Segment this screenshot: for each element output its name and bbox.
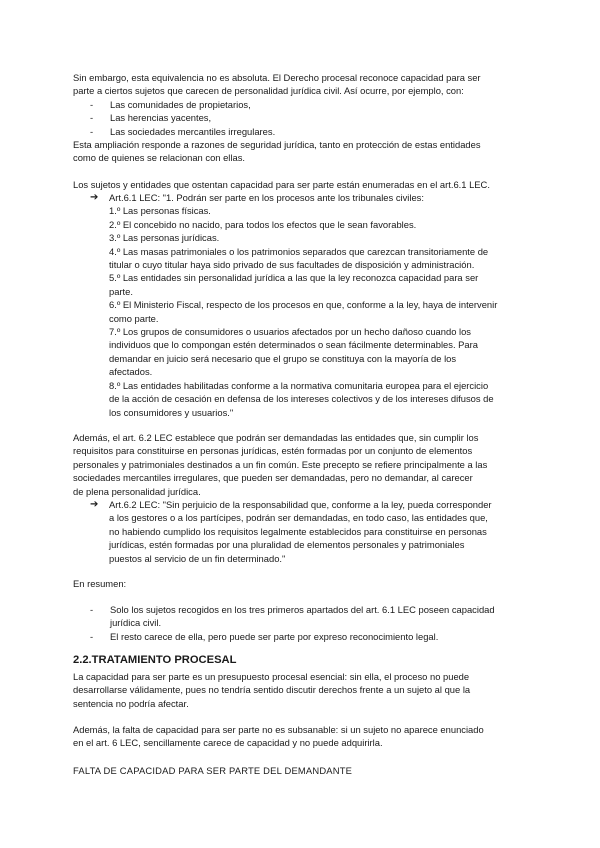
text-line: sentencia no podría afectar. xyxy=(73,697,189,709)
text-line: Además, el art. 6.2 LEC establece que podrán ser demandadas las entidades que, sin cumplir los xyxy=(73,432,479,443)
text-line: Art.6.2 LEC: "Sin perjuicio de la responsabilidad que, conforme a la ley, pueda corresponder xyxy=(109,499,492,510)
text-line: La capacidad para ser parte es un presupuesto procesal esencial: sin ella, el proceso no puede xyxy=(73,671,470,682)
text-line: jurídicas, estén formadas por una pluralidad de elementos personales y patrimoniales xyxy=(109,539,465,551)
intro-paragraph-2 xyxy=(73,138,533,165)
arrow-right-icon: ➔ xyxy=(90,499,99,510)
text-line: desarrollarse válidamente, pues no tendría sentido discutir derechos frente a un sujeto al que la xyxy=(73,684,471,696)
text-line: 8.º Las entidades habilitadas conforme a la normativa comunitaria europea para el ejercicio xyxy=(109,379,489,391)
text-line: de la acción de cesación en defensa de los intereses colectivos y de los intereses difusos de xyxy=(109,393,494,405)
text-line: demandar en juicio será necesario que el grupo se constituya con la mayoría de los xyxy=(109,352,457,364)
text-line: parte. xyxy=(109,285,133,297)
section-title: 2.2.TRATAMIENTO PROCESAL xyxy=(73,654,237,666)
bullet-item-continuation: jurídica civil. xyxy=(110,617,162,629)
art61-quote xyxy=(73,191,533,419)
section-subheading xyxy=(73,764,533,777)
quote-first-line xyxy=(73,191,533,204)
art62-lead xyxy=(73,431,533,498)
intro-paragraph xyxy=(73,71,533,98)
intro-bullet-list xyxy=(73,98,533,138)
text-line: 2.º El concebido no nacido, para todos los efectos que le sean favorables. xyxy=(109,218,417,230)
text-line: personales y patrimoniales destinados a un fin común. Este precepto se refiere principalmente a las xyxy=(73,458,488,470)
text-line: Esta ampliación responde a razones de seguridad jurídica, tanto en protección de estas entidades xyxy=(73,139,481,150)
arrow-right-icon: ➔ xyxy=(90,192,99,203)
text-line: puestos al servicio de un fin determinado." xyxy=(109,552,286,564)
text-line: de plena personalidad jurídica. xyxy=(73,485,201,497)
text-line: como de quienes se relacionan con ellas. xyxy=(73,152,245,164)
text-line: individuos que lo compongan estén determinados o sean fácilmente determinables. Para xyxy=(109,339,478,351)
summary-list xyxy=(73,603,533,643)
text-line: afectados. xyxy=(109,366,153,378)
text-line: 7.º Los grupos de consumidores o usuarios afectados por un hecho dañoso cuando los xyxy=(109,326,471,338)
bullet-item: - Solo los sujetos recogidos en los tres primeros apartados del art. 6.1 LEC poseen capacidad xyxy=(73,603,533,616)
bullet-item: - Las sociedades mercantiles irregulares. xyxy=(73,125,533,138)
text-line: Art.6.1 LEC: "1. Podrán ser parte en los procesos ante los tribunales civiles: xyxy=(109,192,424,203)
section-paragraph-1 xyxy=(73,670,533,710)
text-line: 1.º Las personas físicas. xyxy=(109,205,211,217)
text-line: a los gestores o a los partícipes, podrán ser demandadas, en todo caso, las entidades que, xyxy=(109,512,488,524)
text-line: Sin embargo, esta equivalencia no es absoluta. El Derecho procesal reconoce capacidad para ser xyxy=(73,72,481,83)
section-paragraph-2 xyxy=(73,723,533,750)
text-line: como parte. xyxy=(109,312,159,324)
section-heading xyxy=(73,654,533,667)
text-line: no habiendo cumplido los requisitos legalmente establecidos para constituirse en personas xyxy=(109,525,487,537)
text-line: 6.º El Ministerio Fiscal, respecto de los procesos en que, conforme a la ley, haya de intervenir xyxy=(109,299,498,311)
text-line: Además, la falta de capacidad para ser parte no es subsanable: si un sujeto no aparece enunciado xyxy=(73,724,484,735)
summary-title xyxy=(73,577,533,590)
quote-first-line xyxy=(73,498,533,511)
bullet-item: - Las comunidades de propietarios, xyxy=(73,98,533,111)
bullet-item: - Las herencias yacentes, xyxy=(73,111,533,124)
text-line: titular o cuyo titular haya sido privado de sus facultades de disposición y administración. xyxy=(109,259,475,271)
text-line: los consumidores y usuarios." xyxy=(109,406,234,418)
bullet-item: - El resto carece de ella, pero puede ser parte por expreso reconocimiento legal. xyxy=(73,630,533,643)
text-line: 3.º Las personas jurídicas. xyxy=(109,232,220,244)
art61-lead xyxy=(73,178,533,191)
text-line: sociedades mercantiles irregulares, que pueden ser demandadas, pero no demandar, al carecer xyxy=(73,472,473,484)
text-line: requisitos para constituirse en personas jurídicas, estén formadas por un conjunto de elementos xyxy=(73,445,473,457)
text-line: en el art. 6 LEC, sencillamente carece de capacidad y no puede adquirirla. xyxy=(73,737,383,749)
text-line: parte a ciertos sujetos que carecen de personalidad jurídica civil. Así ocurre, por ejemplo, con: xyxy=(73,85,464,97)
text-line: 5.º Las entidades sin personalidad jurídica a las que la ley reconozca capacidad para ser xyxy=(109,272,479,284)
subheading-text: FALTA DE CAPACIDAD PARA SER PARTE DEL DEMANDANTE xyxy=(73,765,353,776)
text-line: En resumen: xyxy=(73,578,127,589)
text-line: 4.º Las masas patrimoniales o los patrimonios separados que carezcan transitoriamente de xyxy=(109,245,489,257)
art62-quote xyxy=(73,498,533,565)
text-line: Los sujetos y entidades que ostentan capacidad para ser parte están enumeradas en el art.6.1 LEC. xyxy=(73,179,490,190)
